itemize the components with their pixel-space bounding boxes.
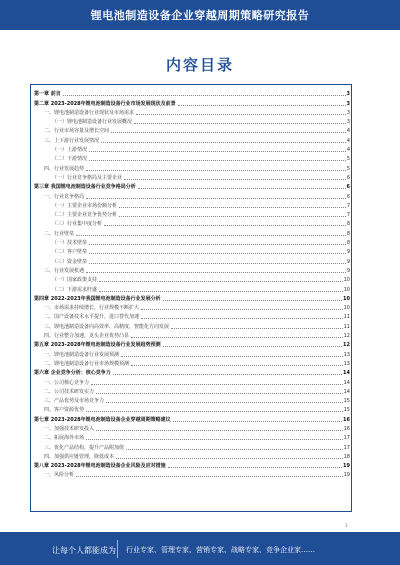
toc-leader-dots (163, 346, 342, 347)
toc-leader-dots (136, 114, 346, 115)
toc-leader-dots (86, 198, 346, 199)
toc-entry-page: 16 (343, 416, 350, 423)
toc-entry[interactable] (34, 218, 350, 227)
toc-leader-dots (173, 421, 342, 422)
toc-entry-page: 8 (346, 221, 350, 228)
toc-entry-text: 四、加强供应链管理，降低成本 (44, 453, 115, 460)
toc-entry-text: 第八章 2023-2028年锂电池制造设备企业风险及应对措施 (34, 463, 166, 470)
toc-entry[interactable] (34, 172, 350, 181)
toc-entry-page: 13 (343, 351, 350, 358)
toc-entry[interactable] (34, 190, 350, 199)
toc-leader-dots (99, 291, 343, 292)
toc-leader-dots (126, 449, 343, 450)
toc-entry-text: （二）主要企业竞争优势分析 (52, 212, 118, 219)
toc-entry[interactable] (34, 469, 350, 478)
report-title: 锂电池制造设备企业穿越周期策略研究报告 (90, 9, 310, 22)
toc-entry-page: 3 (346, 91, 350, 98)
toc-entry-text: （三）行业集中度分析 (52, 221, 103, 228)
toc-leader-dots (121, 356, 343, 357)
toc-entry[interactable] (34, 460, 350, 469)
toc-leader-dots (96, 430, 343, 431)
toc-leader-dots (76, 476, 343, 477)
toc-entry-text: 四、客户资源优势 (44, 407, 85, 414)
toc-entry[interactable] (34, 246, 350, 255)
toc-entry[interactable] (34, 237, 350, 246)
toc-entry-page: 9 (346, 249, 350, 256)
toc-entry[interactable] (34, 320, 350, 329)
toc-entry-text: （一）国家政策支持 (52, 277, 98, 284)
toc-entry-page: 6 (346, 193, 350, 200)
toc-entry-page: 18 (343, 453, 350, 460)
toc-entry-text: （三）资金壁垒 (52, 258, 88, 265)
toc-entry[interactable] (34, 330, 350, 339)
toc-entry-text: 一、锂电池制造设备行业发展预测 (44, 351, 120, 358)
toc-entry-text: 三、上下游行业发展情况 (44, 137, 100, 144)
toc-entry[interactable] (34, 451, 350, 460)
toc-entry[interactable] (34, 200, 350, 209)
toc-list (34, 88, 350, 478)
toc-leader-dots (63, 95, 346, 96)
toc-leader-dots (141, 309, 343, 310)
toc-entry[interactable] (34, 293, 350, 302)
toc-entry[interactable] (34, 227, 350, 236)
toc-entry-page: 11 (343, 314, 350, 321)
toc-entry-text: 三、产品优势及市场竞争力 (44, 398, 105, 405)
toc-entry-page: 4 (346, 128, 350, 135)
toc-entry-page: 16 (343, 425, 350, 432)
toc-entry[interactable] (34, 255, 350, 264)
toc-entry-page: 7 (346, 202, 350, 209)
toc-entry-text: 第二章 2023-2028年锂电池制造设备行业市场发展现状及前景 (34, 100, 176, 107)
toc-leader-dots (134, 123, 346, 124)
toc-leader-dots (131, 365, 343, 366)
toc-entry-text: 第四章 2022-2023年我国锂电池制造设备行业发展分析 (34, 295, 161, 302)
toc-entry-text: 第六章 企业竞争分析：核心竞争力 (34, 370, 111, 377)
toc-entry-page: 9 (346, 258, 350, 265)
toc-entry[interactable] (34, 302, 350, 311)
toc-entry[interactable] (34, 432, 350, 441)
toc-leader-dots (111, 132, 346, 133)
toc-entry-page: 6 (346, 174, 350, 181)
toc-leader-dots (89, 244, 346, 245)
toc-entry-text: 一、行业竞争格局 (44, 193, 85, 200)
toc-entry-text: 二、公司技术研发实力 (44, 388, 95, 395)
toc-entry-text: 第三章 我国锂电池制造设备行业竞争格局分析 (34, 184, 136, 191)
toc-entry-text: 四、行业整合加速，龙头企业优势凸显 (44, 333, 130, 340)
toc-leader-dots (141, 318, 343, 319)
toc-entry[interactable] (34, 376, 350, 385)
toc-leader-dots (89, 253, 346, 254)
toc-entry-page: 11 (343, 323, 350, 330)
toc-entry-page: 12 (343, 342, 350, 349)
toc-entry-page: 5 (346, 156, 350, 163)
toc-entry-page: 6 (346, 184, 350, 191)
toc-entry-text: 四、行业发展趋势 (44, 165, 85, 172)
toc-leader-dots (138, 188, 346, 189)
toc-entry-page: 13 (343, 360, 350, 367)
toc-entry-page: 10 (343, 277, 350, 284)
toc-entry[interactable] (34, 116, 350, 125)
toc-entry-text: 一、风险分析 (44, 472, 75, 479)
toc-entry-text: （一）上游情况 (52, 147, 88, 154)
toc-entry[interactable] (34, 209, 350, 218)
toc-leader-dots (163, 300, 342, 301)
report-header (0, 0, 400, 30)
toc-entry[interactable] (34, 358, 350, 367)
toc-entry-page: 19 (343, 472, 350, 479)
page-number: 1 (345, 523, 348, 528)
toc-entry-page: 12 (343, 333, 350, 340)
toc-entry[interactable] (34, 265, 350, 274)
toc-entry-text: （二）客户壁垒 (52, 249, 88, 256)
toc-entry[interactable] (34, 423, 350, 432)
toc-leader-dots (86, 439, 343, 440)
toc-entry-text: 二、行业壁垒 (44, 230, 75, 237)
toc-entry-text: 第五章 2023-2028年锂电池制造设备行业发展趋势预测 (34, 342, 161, 349)
toc-leader-dots (86, 411, 343, 412)
toc-entry-page: 9 (346, 267, 350, 274)
toc-entry[interactable] (34, 283, 350, 292)
toc-leader-dots (101, 142, 346, 143)
toc-entry[interactable] (34, 404, 350, 413)
toc-entry-text: （二）下游情况 (52, 156, 88, 163)
toc-entry-page: 8 (346, 230, 350, 237)
toc-leader-dots (89, 151, 346, 152)
toc-entry[interactable] (34, 348, 350, 357)
toc-entry-page: 14 (343, 370, 350, 377)
toc-leader-dots (91, 384, 343, 385)
toc-leader-dots (178, 105, 346, 106)
toc-leader-dots (86, 272, 346, 273)
toc-entry-text: 一、市场需求持续增长，行业规模不断扩大 (44, 305, 140, 312)
toc-leader-dots (89, 160, 346, 161)
toc-entry-page: 7 (346, 212, 350, 219)
toc-entry-text: 三、优化产品结构，提升产品附加值 (44, 444, 125, 451)
toc-entry-page: 17 (343, 435, 350, 442)
toc-entry-page: 4 (346, 147, 350, 154)
toc-entry-page: 3 (346, 100, 350, 107)
toc-leader-dots (76, 235, 346, 236)
footer-roles: 行业专家、管理专家、营销专家、战略专家、竞争企业家…… (126, 546, 315, 554)
toc-entry-text: （一）技术壁垒 (52, 240, 88, 247)
toc-leader-dots (116, 458, 343, 459)
toc-leader-dots (113, 374, 342, 375)
toc-entry-text: 三、行业发展机遇 (44, 267, 85, 274)
toc-entry-text: 三、锂电池制造设备向高效率、高精度、智能化方向发展 (44, 323, 170, 330)
toc-leader-dots (104, 225, 346, 226)
toc-leader-dots (119, 207, 346, 208)
toc-entry[interactable] (34, 311, 350, 320)
toc-entry-page: 14 (343, 379, 350, 386)
toc-entry-text: （二）下游需求旺盛 (52, 286, 98, 293)
toc-entry[interactable] (34, 367, 350, 376)
toc-entry[interactable] (34, 274, 350, 283)
toc-entry-text: 一、锂电池制造设备行业现状及市场需求 (44, 109, 135, 116)
footer-slogan: 让每个人都能成为 (52, 546, 116, 555)
toc-entry[interactable] (34, 339, 350, 348)
toc-entry-page: 19 (343, 463, 350, 470)
toc-entry-page: 8 (346, 240, 350, 247)
toc-entry[interactable] (34, 107, 350, 116)
toc-entry[interactable] (34, 395, 350, 404)
toc-leader-dots (168, 467, 342, 468)
toc-title: 内容目录 (165, 56, 234, 74)
toc-entry-page: 10 (343, 286, 350, 293)
toc-entry-page: 10 (343, 305, 350, 312)
toc-entry-page: 17 (343, 444, 350, 451)
toc-entry-text: 二、锂电池制造设备行业市场规模预测 (44, 360, 130, 367)
footer-divider (117, 540, 118, 558)
toc-entry-page: 15 (343, 407, 350, 414)
toc-entry-page: 4 (346, 137, 350, 144)
toc-entry[interactable] (34, 134, 350, 143)
toc-entry[interactable] (34, 125, 350, 134)
toc-entry[interactable] (34, 441, 350, 450)
toc-entry[interactable] (34, 88, 350, 97)
toc-entry[interactable] (34, 97, 350, 106)
toc-entry[interactable] (34, 386, 350, 395)
toc-entry-text: 二、国产设备技术水平提升，进口替代加速 (44, 314, 140, 321)
toc-entry-text: 一、加强技术研发投入 (44, 425, 95, 432)
toc-entry-text: （一）锂电池制造设备行业发展概况 (52, 119, 133, 126)
toc-entry[interactable] (34, 181, 350, 190)
toc-entry-text: （一）行业竞争格局及主要企业 (52, 174, 123, 181)
toc-leader-dots (99, 281, 343, 282)
toc-leader-dots (96, 393, 343, 394)
toc-leader-dots (124, 179, 346, 180)
toc-leader-dots (131, 337, 343, 338)
toc-entry-page: 5 (346, 165, 350, 172)
toc-leader-dots (171, 328, 343, 329)
toc-entry-page: 3 (346, 119, 350, 126)
toc-leader-dots (119, 216, 346, 217)
toc-entry-text: 二、行业市场容量及增长空间 (44, 128, 110, 135)
toc-entry-page: 15 (343, 398, 350, 405)
toc-entry-text: 第七章 2023-2028年锂电池制造设备企业穿越周期策略建议 (34, 416, 171, 423)
toc-entry[interactable] (34, 144, 350, 153)
footer-banner (0, 532, 400, 565)
toc-box (30, 84, 352, 512)
toc-entry-page: 10 (343, 295, 350, 302)
toc-entry-text: （一）主要企业市场份额分析 (52, 202, 118, 209)
toc-leader-dots (89, 263, 346, 264)
toc-entry[interactable] (34, 162, 350, 171)
toc-entry-text: 一、公司核心竞争力 (44, 379, 90, 386)
toc-leader-dots (106, 402, 343, 403)
toc-entry-text: 第一章 前言 (34, 91, 61, 98)
toc-entry[interactable] (34, 153, 350, 162)
toc-entry-text: 二、拓展海外市场 (44, 435, 85, 442)
toc-leader-dots (86, 170, 346, 171)
toc-entry-page: 3 (346, 109, 350, 116)
toc-entry-page: 14 (343, 388, 350, 395)
toc-entry[interactable] (34, 413, 350, 422)
